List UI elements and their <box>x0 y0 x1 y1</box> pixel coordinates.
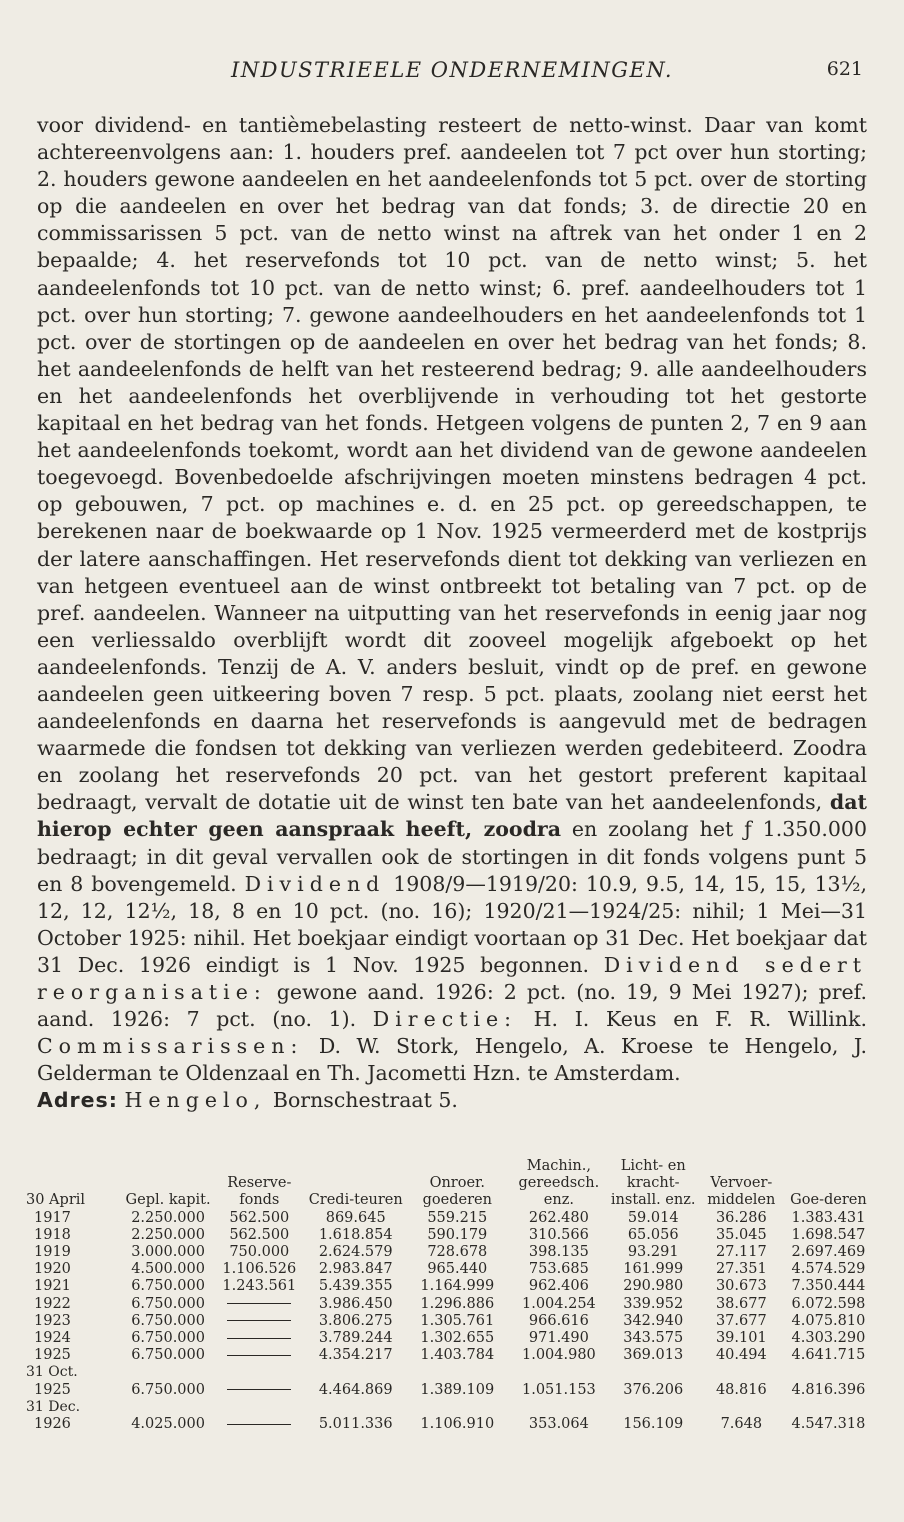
cell-goed: 4.641.715 <box>791 1347 866 1364</box>
header-licht: Licht- en kracht-install. enz. <box>610 1158 696 1209</box>
cell-onroer: 1.164.999 <box>420 1278 495 1295</box>
cell-onroer: 1.305.761 <box>420 1312 495 1329</box>
text-segment: 1908/9—1919/20: 10.9, 9.5, 14, 15, 15, 13½, 12, 12, 12½, 18, 8 en 10 pct. (no. 16); 1920/21—1924/25: nihil; 1 Mei—31 October 1925: nihil. Het boekjaar eindigt voortaan op 31 Dec. Het boekjaar dat 31 Dec. 1926 eindigt is 1 Nov. 1925 begonnen. <box>37 871 867 977</box>
cell-vervoer: 40.494 <box>715 1347 767 1364</box>
empty-cell <box>213 1399 306 1416</box>
cell-reserve: 750.000 <box>229 1244 290 1261</box>
empty-cell <box>698 1364 785 1381</box>
header-onroer-goederen: Onroer. goederen <box>422 1175 492 1209</box>
cell-licht: 339.952 <box>623 1295 684 1312</box>
cell-reserve <box>213 1382 306 1399</box>
cell-machin: 262.480 <box>528 1209 589 1226</box>
empty-cell <box>509 1364 609 1381</box>
year-cell: 1926 <box>34 1416 71 1433</box>
cell-reserve: 562.500 <box>229 1226 290 1243</box>
dash-rule <box>227 1320 291 1321</box>
cell-cred: 3.986.450 <box>318 1295 393 1312</box>
cell-onroer: 728.678 <box>427 1244 488 1261</box>
dash-rule <box>227 1424 291 1425</box>
cell-goed: 4.574.529 <box>791 1261 866 1278</box>
table-row <box>24 1278 872 1295</box>
empty-cell <box>785 1399 872 1416</box>
empty-cell <box>698 1399 785 1416</box>
address-label: Adres: <box>37 1088 118 1113</box>
cell-reserve: 562.500 <box>229 1209 290 1226</box>
cell-goed: 4.547.318 <box>791 1416 866 1433</box>
empty-cell <box>124 1399 213 1416</box>
cell-licht: 343.575 <box>623 1330 684 1347</box>
cell-licht: 290.980 <box>623 1278 684 1295</box>
year-cell: 1923 <box>34 1312 71 1329</box>
cell-machin: 971.490 <box>528 1330 589 1347</box>
cell-vervoer: 27.117 <box>715 1244 767 1261</box>
cell-cred: 3.806.275 <box>318 1312 393 1329</box>
empty-cell <box>306 1364 406 1381</box>
cell-reserve: 1.243.561 <box>222 1278 297 1295</box>
cell-vervoer: 30.673 <box>715 1278 767 1295</box>
table-row <box>24 1347 872 1364</box>
year-cell: 1917 <box>34 1209 71 1226</box>
year-cell: 1920 <box>34 1261 71 1278</box>
table-row <box>24 1296 872 1313</box>
page-number: 621 <box>826 58 863 80</box>
table-period-row <box>24 1364 872 1381</box>
dash-rule <box>227 1389 291 1390</box>
cell-onroer: 1.302.655 <box>420 1330 495 1347</box>
cell-reserve: 1.106.526 <box>222 1261 297 1278</box>
cell-vervoer: 35.045 <box>715 1226 767 1243</box>
bold-text-segment: dat hierop echter geen aanspraak heeft, zoodra <box>37 790 867 842</box>
cell-gepl: 2.250.000 <box>131 1226 205 1243</box>
address-street: Bornschestraat 5. <box>266 1088 458 1113</box>
cell-goed: 1.698.547 <box>791 1226 866 1243</box>
cell-vervoer: 38.677 <box>715 1295 767 1312</box>
cell-machin: 353.064 <box>528 1416 589 1433</box>
cell-cred: 5.439.355 <box>318 1278 393 1295</box>
table-header-row <box>24 1158 872 1210</box>
year-cell: 1921 <box>34 1278 71 1295</box>
table-row <box>24 1313 872 1330</box>
cell-gepl: 6.750.000 <box>131 1312 205 1329</box>
empty-cell <box>306 1399 406 1416</box>
table-row <box>24 1210 872 1227</box>
article-body <box>37 112 867 1114</box>
empty-cell <box>405 1399 509 1416</box>
cell-machin: 310.566 <box>528 1226 589 1243</box>
reorganisation-label: Dividend sedert reorganisatie: <box>37 952 867 1004</box>
page-header <box>37 58 867 88</box>
dash-rule <box>227 1303 291 1304</box>
commissarissen-label: Commissarissen: <box>37 1034 304 1059</box>
header-machin: Machin., gereedsch. enz. <box>518 1158 600 1209</box>
cell-cred: 869.645 <box>325 1209 386 1226</box>
cell-reserve <box>213 1296 306 1313</box>
cell-licht: 65.056 <box>627 1226 679 1243</box>
cell-goed: 4.816.396 <box>791 1381 866 1398</box>
dash-rule <box>227 1355 291 1356</box>
cell-gepl: 6.750.000 <box>131 1295 205 1312</box>
cell-machin: 753.685 <box>528 1261 589 1278</box>
cell-reserve <box>213 1330 306 1347</box>
cell-vervoer: 27.351 <box>715 1261 767 1278</box>
running-title: INDUSTRIEELE ONDERNEMINGEN. <box>230 58 674 82</box>
cell-licht: 59.014 <box>627 1209 679 1226</box>
year-cell: 1918 <box>34 1226 71 1243</box>
cell-gepl: 6.750.000 <box>131 1381 205 1398</box>
cell-vervoer: 36.286 <box>715 1209 767 1226</box>
cell-reserve <box>213 1313 306 1330</box>
empty-cell <box>213 1364 306 1381</box>
cell-onroer: 1.296.886 <box>420 1295 495 1312</box>
header-date: 30 April <box>26 1192 86 1209</box>
text-segment: gewone aand. 1926: 2 pct. (no. 19, 9 Mei 1927); pref. aand. 1926: 7 pct. (no. 1). <box>37 980 867 1032</box>
empty-cell <box>785 1364 872 1381</box>
cell-reserve <box>213 1416 306 1433</box>
cell-gepl: 6.750.000 <box>131 1330 205 1347</box>
header-gepl-kapit: Gepl. kapit. <box>125 1192 211 1209</box>
cell-machin: 962.406 <box>528 1278 589 1295</box>
cell-vervoer: 39.101 <box>715 1330 767 1347</box>
cell-vervoer: 7.648 <box>720 1416 763 1433</box>
address-line <box>37 1087 867 1114</box>
table-row <box>24 1382 872 1399</box>
header-reservefonds: Reserve-fonds <box>227 1175 292 1209</box>
empty-cell <box>509 1399 609 1416</box>
dash-rule <box>227 1338 291 1339</box>
empty-cell <box>609 1364 698 1381</box>
table-body <box>24 1210 872 1434</box>
year-cell: 1925 <box>34 1347 71 1364</box>
year-cell: 1919 <box>34 1244 71 1261</box>
cell-licht: 369.013 <box>623 1347 684 1364</box>
text-segment: D. W. Stork, Hengelo, A. Kroese te Hengelo, J. Gelderman te Oldenzaal en Th. Jacometti Hzn. te Amsterdam. <box>37 1034 867 1086</box>
empty-cell <box>124 1364 213 1381</box>
cell-cred: 5.011.336 <box>318 1416 393 1433</box>
cell-machin: 398.135 <box>528 1244 589 1261</box>
cell-cred: 4.464.869 <box>318 1381 393 1398</box>
address-place: Hengelo, <box>124 1088 267 1113</box>
text-segment: H. I. Keus en F. R. Willink. <box>517 1007 867 1032</box>
cell-machin: 1.004.980 <box>521 1347 596 1364</box>
period-cell: 31 Dec. <box>26 1398 81 1415</box>
cell-licht: 376.206 <box>623 1381 684 1398</box>
cell-onroer: 559.215 <box>427 1209 488 1226</box>
cell-cred: 4.354.217 <box>318 1347 393 1364</box>
text-segment: voor dividend- en tantièmebelasting resteert de netto-winst. Daar van komt achtereenvolgens aan: 1. houders pref. aandeelen tot 7 pct over hun storting; 2. houders gewone aandeelen en het aandeelenfonds tot 5 pct. over de storting op die aandeelen en over het bedrag van dat fonds; 3. de directie 20 en commissarissen 5 pct. van de netto winst na aftrek van het onder 1 en 2 bepaalde; 4. het reservefonds tot 10 pct. van de netto winst; 5. het aandeelenfonds tot 10 pct. van de netto winst; 6. pref. aandeelhouders tot 1 pct. over hun storting; 7. gewone aandeelhouders en het aandeelenfonds tot 1 pct. over de stortingen op de aandeelen en over het bedrag van het fonds; 8. het aandeelenfonds de helft van het resteerend bedrag; 9. alle aandeelhouders en het aandeelenfonds het overblijvende in verhouding tot het gestorte kapitaal en het bedrag van het fonds. Hetgeen volgens de punten 2, 7 en 9 aan het aandeelenfonds toekomt, wordt aan het dividend van de gewone aandeelen toegevoegd. Bovenbedoelde afschrijvingen moeten minstens bedragen 4 pct. op gebouwen, 7 pct. op machines e. d. en 25 pct. op gereedschappen, te berekenen naar de boekwaarde op 1 Nov. 1925 vermeerderd met de kostprijs der latere aanschaffingen. Het reservefonds dient tot dekking van verliezen en van hetgeen eventueel aan de winst ontbreekt tot betaling van 7 pct. op de pref. aandeelen. Wanneer na uitputting van het reservefonds in eenig jaar nog een verliessaldo overblijft wordt dit zooveel mogelijk afgeboekt op het aandeelenfonds. Tenzij de A. V. anders besluit, vindt op de pref. en gewone aandeelen geen uitkeering boven 7 resp. 5 pct. plaats, zoolang niet eerst het aandeelenfonds en daarna het reservefonds is aangevuld met de bedragen waarmede die fondsen tot dekking van verliezen werden gedebiteerd. Zoodra en zoolang het reservefonds 20 pct. van het gestort preferent kapitaal bedraagt, vervalt de dotatie uit de winst ten bate van het aandeelenfonds, <box>37 113 867 815</box>
cell-cred: 2.983.847 <box>318 1261 393 1278</box>
cell-vervoer: 48.816 <box>715 1381 767 1398</box>
cell-gepl: 2.250.000 <box>131 1209 205 1226</box>
balance-table <box>24 1158 872 1433</box>
cell-vervoer: 37.677 <box>715 1312 767 1329</box>
company-paragraph <box>37 112 867 1087</box>
cell-goed: 4.303.290 <box>791 1330 866 1347</box>
cell-onroer: 965.440 <box>427 1261 488 1278</box>
cell-licht: 161.999 <box>623 1261 684 1278</box>
cell-goed: 7.350.444 <box>791 1278 866 1295</box>
period-cell: 31 Oct. <box>26 1364 78 1381</box>
year-cell: 1922 <box>34 1295 71 1312</box>
table-row <box>24 1244 872 1261</box>
cell-cred: 3.789.244 <box>318 1330 393 1347</box>
table-row <box>24 1261 872 1278</box>
cell-onroer: 1.403.784 <box>420 1347 495 1364</box>
cell-onroer: 590.179 <box>427 1226 488 1243</box>
cell-reserve <box>213 1347 306 1364</box>
table-period-row <box>24 1399 872 1416</box>
year-cell: 1925 <box>34 1381 71 1398</box>
table-row <box>24 1416 872 1433</box>
cell-onroer: 1.389.109 <box>420 1381 495 1398</box>
cell-cred: 2.624.579 <box>318 1244 393 1261</box>
empty-cell <box>405 1364 509 1381</box>
cell-licht: 93.291 <box>627 1244 679 1261</box>
cell-gepl: 4.500.000 <box>131 1261 205 1278</box>
year-cell: 1924 <box>34 1330 71 1347</box>
dividend-label: Dividend <box>244 871 386 896</box>
table-row <box>24 1227 872 1244</box>
header-goederen: Goe-deren <box>790 1192 867 1209</box>
table-row <box>24 1330 872 1347</box>
cell-gepl: 4.025.000 <box>131 1416 205 1433</box>
cell-gepl: 6.750.000 <box>131 1278 205 1295</box>
cell-goed: 6.072.598 <box>791 1295 866 1312</box>
cell-onroer: 1.106.910 <box>420 1416 495 1433</box>
cell-gepl: 3.000.000 <box>131 1244 205 1261</box>
cell-machin: 966.616 <box>528 1312 589 1329</box>
cell-licht: 156.109 <box>623 1416 684 1433</box>
cell-machin: 1.051.153 <box>521 1381 596 1398</box>
header-crediteuren: Credi-teuren <box>308 1192 403 1209</box>
cell-goed: 2.697.469 <box>791 1244 866 1261</box>
cell-machin: 1.004.254 <box>521 1295 596 1312</box>
cell-licht: 342.940 <box>623 1312 684 1329</box>
text-segment: en zoolang het ƒ 1.350.000 bedraagt; in dit geval vervallen ook de stortingen in dit fonds volgens punt 5 en 8 bovengemeld. <box>37 817 867 896</box>
directie-label: Directie: <box>372 1007 518 1032</box>
header-vervoer: Vervoer-middelen <box>707 1175 776 1209</box>
cell-gepl: 6.750.000 <box>131 1347 205 1364</box>
cell-goed: 1.383.431 <box>791 1209 866 1226</box>
cell-cred: 1.618.854 <box>318 1226 393 1243</box>
empty-cell <box>609 1399 698 1416</box>
cell-goed: 4.075.810 <box>791 1312 866 1329</box>
